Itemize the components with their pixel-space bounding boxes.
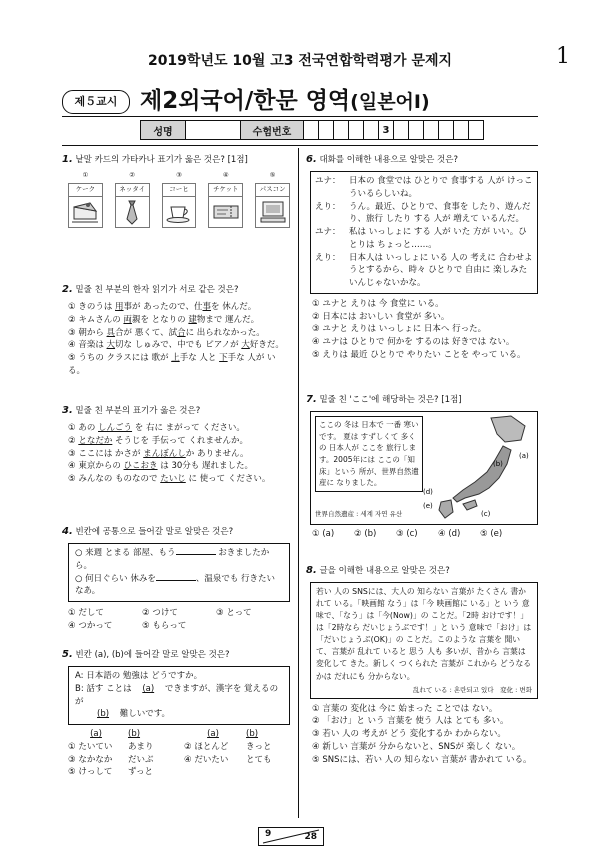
choice-item[interactable]: ④ 音楽は 大切な しゅみで、中でも ピアノが 大好きだ。 (68, 340, 284, 351)
choice-item[interactable]: ① だして (68, 608, 104, 618)
page-number: 1 (556, 44, 570, 69)
exam-no-cell[interactable] (424, 121, 439, 140)
exam-no-cell[interactable] (439, 121, 454, 140)
choice-item[interactable]: ② 日本には おいしい 食堂が 多い。 (312, 311, 450, 322)
question-text: 빈칸 (a), (b)에 들어갈 말로 알맞은 것은? (75, 650, 230, 660)
page-counter (258, 827, 324, 846)
exam-no-cell[interactable] (409, 121, 424, 140)
sentence-box: ○ 来週 とまる 部屋、もう おきましたから。 ○ 何日ぐらい 休みを 、温泉でも 行きたいなあ。 (68, 543, 290, 602)
choice-item[interactable]: ③ とって (216, 608, 252, 618)
choice-item[interactable]: ③ ユナと えりは いっしょに 日本へ 行った。 (312, 324, 487, 335)
dialogue-box: A: 日本語の 勉強は どうですか。 B: 話す ことは (a) できますが、漢字を 覚えるのが (b) 難しいです。 (68, 666, 290, 725)
question-4 (62, 524, 290, 633)
exam-no-cell[interactable] (469, 121, 484, 140)
question-1 (62, 152, 290, 228)
question-text: 밑줄 친 'ここ'에 해당하는 것은? [1점] (319, 395, 462, 405)
choice-item[interactable]: ④ 東京からの ひこおき は 30分も 遅れました。 (68, 461, 253, 472)
question-text: 대화를 이해한 내용으로 알맞은 것은? (319, 155, 458, 165)
passage-text: 若い 人の SNSには、大人の 知らない 言葉が たくさん 書かれて いる。「映画館 なう」は「今 映画館に いる」と いう 意味で、「なう」は「今(Now)」の ことだ。「2時 おけです！」は「2時なら だいじょうぶです！」と いう 意味で「おけ」は「だいじょうぶ(OK)」の ことだ。このような 言葉を 聞いて、言葉が 乱れて いると 思う 人も 多いが、昔から 言葉は 変化して きた。新しく つくられた 言葉が これから どうなるかは だれにも 分からない。 (316, 587, 532, 681)
choice-item[interactable]: ② つけて (142, 608, 178, 618)
word-card: ③ コーヒ (162, 171, 197, 228)
choice-item[interactable]: ① ユナと えりは 今 食堂に いる。 (312, 298, 444, 309)
subject-name: 제2외국어/한문 영역 (140, 88, 351, 114)
choice-item[interactable]: ① たいてい あまり ② ほとんど きっと (68, 741, 272, 752)
exam-title: 2019학년도 10월 고3 전국연합학력평가 문제지 (147, 53, 453, 69)
choice-item[interactable]: ⑤ うちの クラスには 歌が 上手な 人と 下手な 人が いる。 (68, 353, 276, 376)
choice-item[interactable]: ④ 新しい 言葉が 分からないと、SNSが 楽しく ない。 (312, 741, 521, 752)
choice-item[interactable]: ③ ここには かさが まんぼんしか ありません。 (68, 448, 249, 459)
choice-item[interactable]: ⑤ えりは 最近 ひとりで やりたい ことを やって いる。 (312, 349, 526, 360)
exam-no-cell[interactable] (349, 121, 364, 140)
map-label-e: (e) (423, 502, 433, 510)
word-card: ⑤ パスコン (255, 171, 290, 228)
cake-icon (70, 199, 100, 225)
header-rule-2 (62, 145, 538, 146)
choice-item[interactable]: ③ 朝から 具合が 悪くて、試合に 出られなかった。 (68, 327, 265, 338)
question-text: 낱말 카드의 가타카나 표기가 옳은 것은? [1점] (75, 155, 248, 165)
choice-item[interactable]: ① 言葉の 変化は 今に 始まった ことでは ない。 (312, 703, 498, 714)
question-number: 1. (62, 154, 73, 165)
hokkaido-shape (491, 416, 525, 442)
question-6 (306, 152, 538, 362)
kyushu-shape (439, 500, 453, 518)
question-3 (62, 403, 290, 486)
question-number: 3. (62, 405, 73, 416)
column-divider (298, 148, 299, 818)
header-rule (62, 116, 538, 117)
japan-map-icon (419, 412, 537, 522)
question-text: 글을 이해한 내용으로 알맞은 것은? (319, 566, 450, 576)
map-label-d: (d) (423, 488, 433, 496)
subject-sub: (일본어Ⅰ) (350, 91, 430, 113)
subject-title (140, 82, 430, 115)
exam-no-cell[interactable] (394, 121, 409, 140)
map-label-c: (c) (481, 510, 491, 518)
exam-no-label: 수험번호 (241, 121, 304, 140)
exam-no-cell[interactable] (454, 121, 469, 140)
question-number: 5. (62, 649, 73, 660)
choice-item[interactable]: ③ (c) (396, 529, 418, 539)
exam-no-cell[interactable] (304, 121, 319, 140)
answer-table: (a) (b) (a) (b) ① たいてい あまり ② ほとんど きっと ③ なかなか だいぶ ④ だいたい とても ⑤ けっして ずっと (68, 728, 276, 779)
info-table (140, 120, 484, 140)
coffee-icon (164, 199, 194, 225)
choice-item[interactable]: ② キムさんの 両親を となりの 建物まで 運んだ。 (68, 314, 260, 325)
choice-item[interactable]: ⑤ (e) (480, 529, 503, 539)
question-text: 빈칸에 공통으로 들어갈 말로 알맞은 것은? (75, 527, 234, 537)
ticket-icon (211, 199, 241, 225)
vocab-note: 世界自然遺産 : 세계 자연 유산 (315, 510, 403, 518)
session-badge: 제５교시 (62, 90, 130, 114)
question-text: 밑줄 친 부분의 한자 읽기가 서로 같은 것은? (75, 285, 239, 295)
choice-item[interactable]: ⑤ SNSには、若い 人の 知らない 言葉が 書かれて いる。 (312, 754, 532, 765)
shikoku-shape (463, 500, 477, 510)
choice-item[interactable]: ⑤ もらって (142, 620, 187, 631)
page-total: 28 (304, 832, 317, 842)
word-card: ④ チケット (208, 171, 243, 228)
choice-item[interactable]: ③ なかなか だいぶ ④ だいたい とても (68, 754, 272, 765)
question-text: 밑줄 친 부분의 표기가 옳은 것은? (75, 406, 201, 416)
choice-item[interactable]: ① あの しんごう を 右に まがって ください。 (68, 423, 245, 433)
exam-no-cell[interactable] (319, 121, 334, 140)
choice-item[interactable]: ④ (d) (438, 529, 461, 539)
choice-item[interactable]: ① きのうは 用事が あったので、仕事を 休んだ。 (68, 302, 257, 312)
word-card: ② ネッタイ (115, 171, 150, 228)
choice-item[interactable]: ② (b) (354, 529, 377, 539)
question-7 (306, 392, 538, 541)
honshu-shape (453, 446, 511, 502)
map-label-b: (b) (493, 460, 503, 468)
choice-item[interactable]: ④ つかって (68, 620, 113, 631)
page-current: 9 (265, 829, 272, 839)
exam-no-digit: 3 (379, 121, 394, 140)
choice-item[interactable]: ① (a) (312, 529, 335, 539)
necktie-icon (117, 199, 147, 225)
question-number: 7. (306, 394, 317, 405)
map-panel (310, 411, 538, 525)
choice-item[interactable]: ② となだか そうじを 手伝って くれませんか。 (68, 435, 248, 446)
question-2 (62, 282, 290, 378)
question-number: 8. (306, 565, 317, 576)
name-field[interactable] (186, 121, 241, 140)
question-5 (62, 647, 290, 779)
question-number: 4. (62, 526, 73, 537)
choice-item[interactable]: ③ 若い 人の 考えが どう 変化するか わからない。 (312, 729, 506, 740)
question-8 (306, 563, 538, 766)
dialogue-box: ユナ： 日本の 食堂では ひとりで 食事する 人が けっこういるらしいね。 えり： うん。最近、ひとりで、食事を したり、遊んだり、旅行 したり する 人が 増えて いるんだ。 ユナ： 私は いっしょに する 人が いた 方が いい。ひとりは ちょっと……。 えり： 日本人は いっしょに いる 人の 考えに 合わせようとするから、時々 ひとりで 自由に 楽しみたいんじゃないかな。 (310, 171, 538, 294)
computer-icon (258, 199, 288, 225)
map-label-a: (a) (519, 452, 529, 460)
question-number: 2. (62, 284, 73, 295)
word-card: ① ケーク (68, 171, 103, 228)
passage-box (310, 582, 538, 699)
choice-item[interactable]: ② 「おけ」と いう 言葉を 使う 人は とても 多い。 (312, 716, 509, 727)
exam-no-cell[interactable] (334, 121, 349, 140)
choice-item[interactable]: ⑤ みんなの ものなので たいじ に 使って ください。 (68, 474, 271, 484)
exam-no-cell[interactable] (364, 121, 379, 140)
choice-item[interactable]: ⑤ けっして ずっと (68, 767, 153, 778)
vocab-note: 乱れて いる : 혼란되고 있다 変化 : 변화 (412, 685, 532, 694)
description-box: ここの 冬は 日本で 一番 寒いです。 夏は すずしくて 多くの 日本人が ここを 旅行します。2005年には ここの「知床」という 所が、世界自然遺産に なりました。 (315, 416, 423, 492)
name-label: 성명 (141, 121, 186, 140)
choice-item[interactable]: ④ ユナは ひとりで 何かを するのは 好きでは ない。 (312, 337, 515, 347)
question-number: 6. (306, 154, 317, 165)
